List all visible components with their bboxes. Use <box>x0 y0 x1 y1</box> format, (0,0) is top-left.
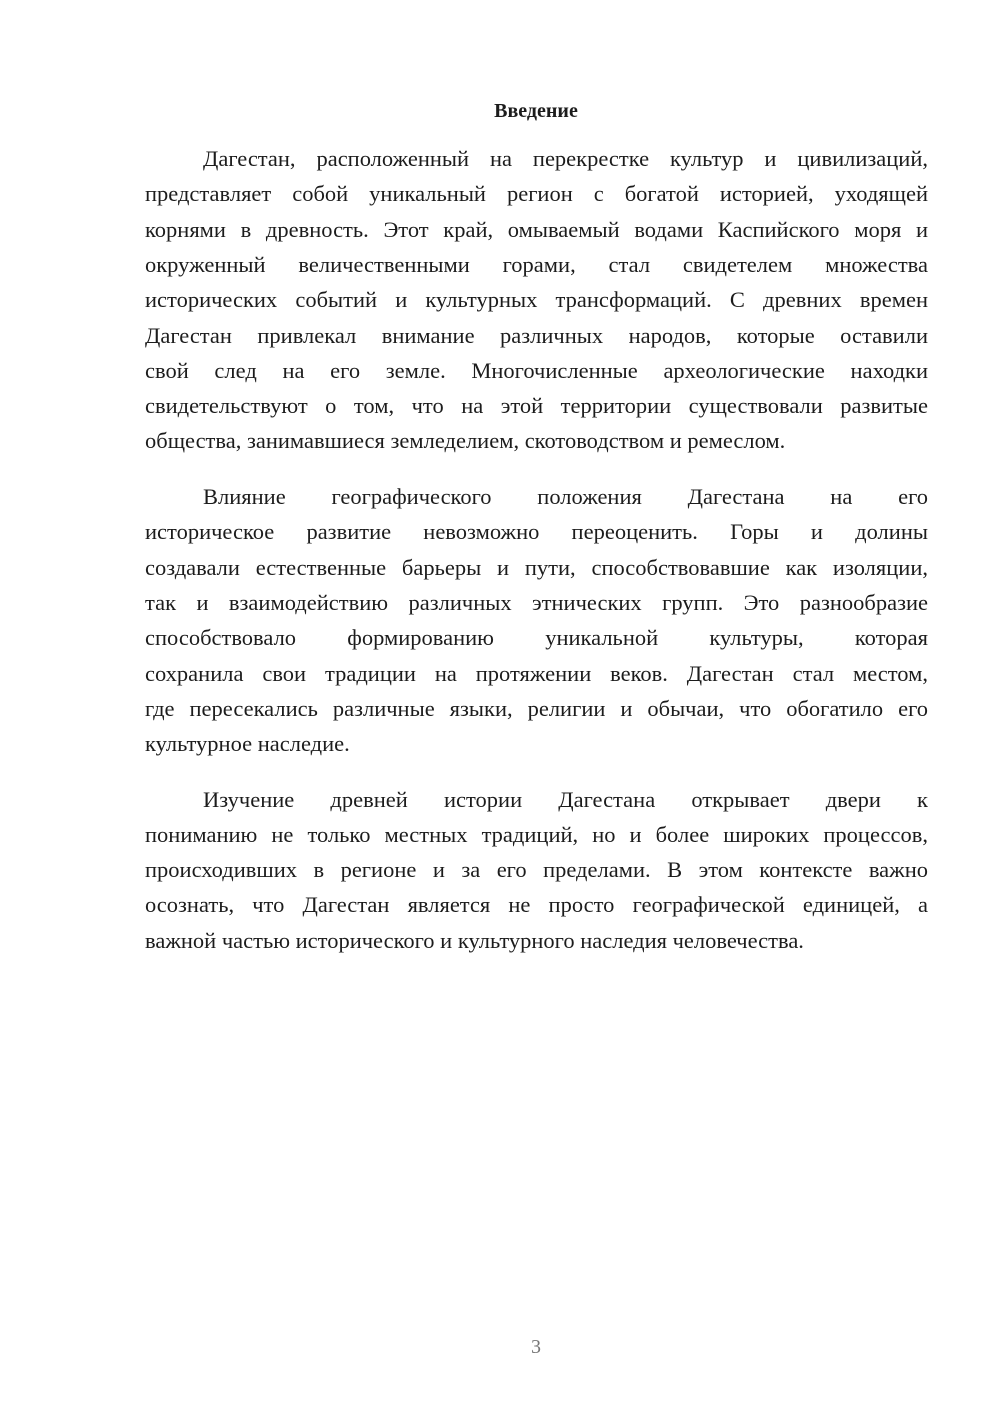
text-line: Дагестан привлекал внимание различных народов, которые оставили <box>145 323 928 348</box>
section-title: Введение <box>494 100 578 122</box>
text-line: исторических событий и культурных трансформаций. С древних времен <box>145 287 928 312</box>
text-line: где пересекались различные языки, религии и обычаи, что обогатило его <box>145 696 928 721</box>
text-line: корнями в древность. Этот край, омываемый водами Каспийского моря и <box>145 217 928 242</box>
text-line: так и взаимодействию различных этнических групп. Это разнообразие <box>145 590 928 615</box>
text-line: сохранила свои традиции на протяжении веков. Дагестан стал местом, <box>145 661 928 686</box>
text-line: осознать, что Дагестан является не просто географической единицей, а <box>145 892 928 917</box>
text-line: Изучение древней истории Дагестана открывает двери к <box>203 787 928 812</box>
text-line: свой след на его земле. Многочисленные археологические находки <box>145 358 928 383</box>
text-line: Влияние географического положения Дагестана на его <box>203 484 928 509</box>
text-line: создавали естественные барьеры и пути, способствовавшие как изоляции, <box>145 555 928 580</box>
text-line: общества, занимавшиеся земледелием, скотоводством и ремеслом. <box>145 428 786 453</box>
text-line: пониманию не только местных традиций, но и более широких процессов, <box>145 822 928 847</box>
text-line: свидетельствуют о том, что на этой территории существовали развитые <box>145 393 928 418</box>
text-line: происходивших в регионе и за его пределами. В этом контексте важно <box>145 857 928 882</box>
text-line: окруженный величественными горами, стал свидетелем множества <box>145 252 928 277</box>
text-line: культурное наследие. <box>145 731 350 756</box>
text-line: Дагестан, расположенный на перекрестке культур и цивилизаций, <box>203 146 928 171</box>
text-line: способствовало формированию уникальной культуры, которая <box>145 625 928 650</box>
page-number: 3 <box>531 1336 541 1358</box>
text-line: важной частью исторического и культурного наследия человечества. <box>145 928 804 953</box>
text-line: историческое развитие невозможно переоценить. Горы и долины <box>145 519 928 544</box>
text-line: представляет собой уникальный регион с богатой историей, уходящей <box>145 181 928 206</box>
